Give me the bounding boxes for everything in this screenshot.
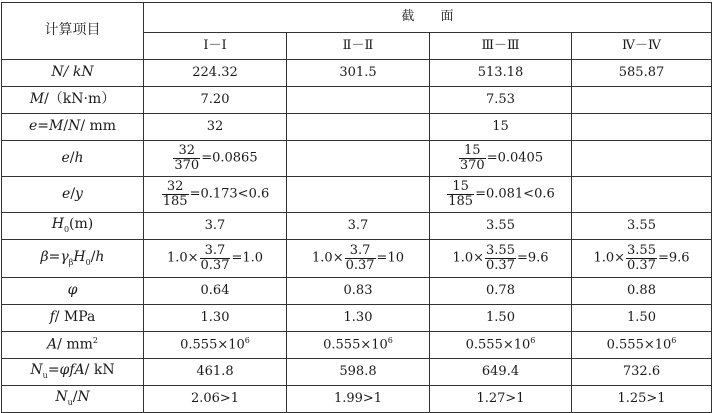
cell: 3.7 [144, 213, 287, 240]
row-e-over-h [2, 141, 712, 177]
row-label [2, 177, 144, 213]
cell: 32 [144, 114, 287, 141]
label-ratio-sub: u [67, 398, 73, 407]
row-label [2, 114, 144, 141]
fraction [173, 144, 200, 172]
row-label [2, 386, 144, 413]
numerator: 32 [166, 179, 184, 195]
cell: 1.27>1 [430, 386, 572, 413]
numerator: 15 [464, 143, 481, 159]
result: =9.6 [516, 251, 549, 266]
value-exp: 6 [244, 336, 250, 346]
label-ey-slash: / [70, 185, 76, 202]
cell [287, 141, 430, 177]
denominator: 185 [448, 194, 474, 209]
result: =0.173<0.6 [189, 187, 270, 202]
cell [287, 240, 430, 278]
value-base: 0.555×10 [180, 337, 245, 353]
row-phi [2, 278, 712, 305]
row-nu [2, 359, 712, 386]
label-m-symbol: M [29, 91, 45, 108]
label-eh-h: h [74, 149, 84, 166]
cell [572, 141, 712, 177]
factor: 1.0× [312, 251, 344, 266]
value-base: 0.555×10 [465, 337, 531, 353]
result: =1.0 [231, 251, 264, 266]
cell: 0.78 [430, 278, 572, 305]
cell: 7.20 [144, 87, 287, 114]
cell [144, 240, 287, 278]
fraction [200, 244, 231, 272]
cell: 1.25>1 [572, 386, 712, 413]
label-ey-y: y [75, 185, 83, 202]
cell [144, 332, 287, 359]
result: =0.0405 [486, 151, 544, 166]
row-label [2, 60, 144, 87]
label-f-unit: / MPa [54, 309, 96, 326]
label-phi: φ [67, 282, 78, 299]
label-h0-sub: 0 [63, 225, 70, 234]
factor: 1.0× [593, 251, 626, 266]
label-nu-f: f [69, 362, 75, 379]
label-e-eq: = [37, 118, 49, 135]
label-e-m: M [49, 118, 64, 135]
label-ratio-slash: / [72, 389, 78, 406]
cell: 1.50 [430, 305, 572, 332]
label-nu-eq: = [47, 362, 60, 379]
label-m-unit: /（kN·m） [44, 91, 116, 108]
denominator: 0.37 [345, 258, 375, 273]
row-label [2, 305, 144, 332]
header-section-cell: 截 面 [144, 3, 712, 33]
cell [430, 332, 572, 359]
cell: 461.8 [144, 359, 287, 386]
label-a-sup: 2 [92, 335, 98, 345]
value-exp: 6 [671, 336, 677, 346]
denominator: 370 [459, 158, 485, 173]
col-header-3: Ⅲ－Ⅲ [430, 33, 572, 60]
fraction [447, 180, 474, 208]
label-e-n: N [68, 118, 81, 135]
label-nu-unit: / kN [84, 362, 115, 379]
row-f [2, 305, 712, 332]
row-ratio [2, 386, 712, 413]
label-gamma-sub: β [68, 257, 74, 267]
cell [144, 177, 287, 213]
denominator: 370 [174, 158, 200, 173]
cell: 732.6 [572, 359, 712, 386]
cell: 0.88 [572, 278, 712, 305]
fraction [459, 144, 486, 172]
cell: 1.30 [287, 305, 430, 332]
cell [430, 177, 572, 213]
row-label [2, 141, 144, 177]
header-item-cell: 计算项目 [2, 3, 144, 60]
label-n: N/ kN [51, 64, 94, 81]
label-beta-h: h [95, 248, 105, 265]
label-beta-slash: / [90, 248, 96, 265]
cell [572, 87, 712, 114]
cell: 1.99>1 [287, 386, 430, 413]
label-ratio-symbol: N [55, 389, 68, 406]
row-label [2, 240, 144, 278]
cell: 3.55 [430, 213, 572, 240]
cell: 598.8 [287, 359, 430, 386]
value-exp: 6 [530, 336, 536, 346]
col-header-2: Ⅱ－Ⅱ [287, 33, 430, 60]
numerator: 3.55 [486, 243, 515, 259]
label-nu-symbol: N [30, 362, 43, 379]
cell: 301.5 [287, 60, 430, 87]
label-h0-symbol: H [51, 216, 64, 233]
col-header-4: Ⅳ－Ⅳ [572, 33, 712, 60]
label-eh-e: e [61, 149, 70, 166]
denominator: 0.37 [200, 258, 230, 273]
value-exp: 6 [387, 336, 393, 346]
cell: 3.7 [287, 213, 430, 240]
cell [572, 332, 712, 359]
cell: 15 [430, 114, 572, 141]
factor: 1.0× [452, 251, 485, 266]
result: =0.0865 [201, 151, 258, 166]
label-nu-phi: φ [59, 362, 70, 379]
row-label [2, 359, 144, 386]
value-base: 0.555×10 [323, 337, 388, 353]
cell: 0.64 [144, 278, 287, 305]
factor: 1.0× [166, 251, 199, 266]
cell: 513.18 [430, 60, 572, 87]
row-a [2, 332, 712, 359]
numerator: 3.7 [204, 243, 226, 259]
row-e [2, 114, 712, 141]
result: =0.081<0.6 [475, 187, 555, 202]
cell [144, 141, 287, 177]
cell [430, 141, 572, 177]
row-label [2, 87, 144, 114]
section-check-table [1, 2, 712, 413]
label-beta-eq: = [48, 248, 61, 265]
row-label [2, 213, 144, 240]
label-nu-a: A [74, 362, 85, 379]
row-h0 [2, 213, 712, 240]
cell [572, 240, 712, 278]
row-label [2, 332, 144, 359]
cell [430, 240, 572, 278]
row-beta [2, 240, 712, 278]
cell [287, 332, 430, 359]
numerator: 32 [178, 143, 196, 159]
cell [287, 87, 430, 114]
cell: 0.83 [287, 278, 430, 305]
label-eh-slash: / [69, 149, 75, 166]
cell [287, 177, 430, 213]
row-n [2, 60, 712, 87]
cell: 649.4 [430, 359, 572, 386]
fraction [345, 244, 376, 272]
numerator: 3.55 [627, 243, 656, 259]
cell: 2.06>1 [144, 386, 287, 413]
fraction [626, 244, 657, 272]
denominator: 185 [162, 194, 188, 209]
denominator: 0.37 [486, 258, 515, 273]
label-ey-e: e [62, 185, 71, 202]
label-beta-h0: H [73, 248, 86, 265]
cell: 7.53 [430, 87, 572, 114]
col-header-1: Ⅰ－Ⅰ [144, 33, 287, 60]
cell: 1.50 [572, 305, 712, 332]
cell [287, 114, 430, 141]
label-e-symbol: e [28, 118, 38, 135]
fraction [485, 244, 516, 272]
value-base: 0.555×10 [606, 337, 672, 353]
label-a-unit: / mm [57, 336, 93, 353]
label-beta: β [40, 248, 49, 265]
row-label [2, 278, 144, 305]
cell: 224.32 [144, 60, 287, 87]
cell [572, 177, 712, 213]
label-f-symbol: f [49, 309, 55, 326]
row-m [2, 87, 712, 114]
label-beta-h0-sub: 0 [85, 257, 91, 267]
label-a-symbol: A [47, 336, 58, 353]
result: =10 [376, 251, 404, 266]
label-e-unit: / mm [80, 118, 117, 135]
result: =9.6 [657, 251, 690, 266]
numerator: 3.7 [349, 243, 371, 259]
header-row [2, 3, 712, 33]
label-e-slash: / [63, 118, 69, 135]
label-h0-unit: (m) [69, 216, 94, 233]
cell: 1.30 [144, 305, 287, 332]
row-e-over-y [2, 177, 712, 213]
label-ratio-n: N [77, 389, 90, 406]
cell: 3.55 [572, 213, 712, 240]
fraction [162, 180, 189, 208]
label-gamma: γ [60, 248, 69, 265]
cell: 585.87 [572, 60, 712, 87]
numerator: 15 [452, 179, 469, 195]
label-nu-sub: u [42, 371, 48, 380]
cell [572, 114, 712, 141]
denominator: 0.37 [627, 258, 656, 273]
